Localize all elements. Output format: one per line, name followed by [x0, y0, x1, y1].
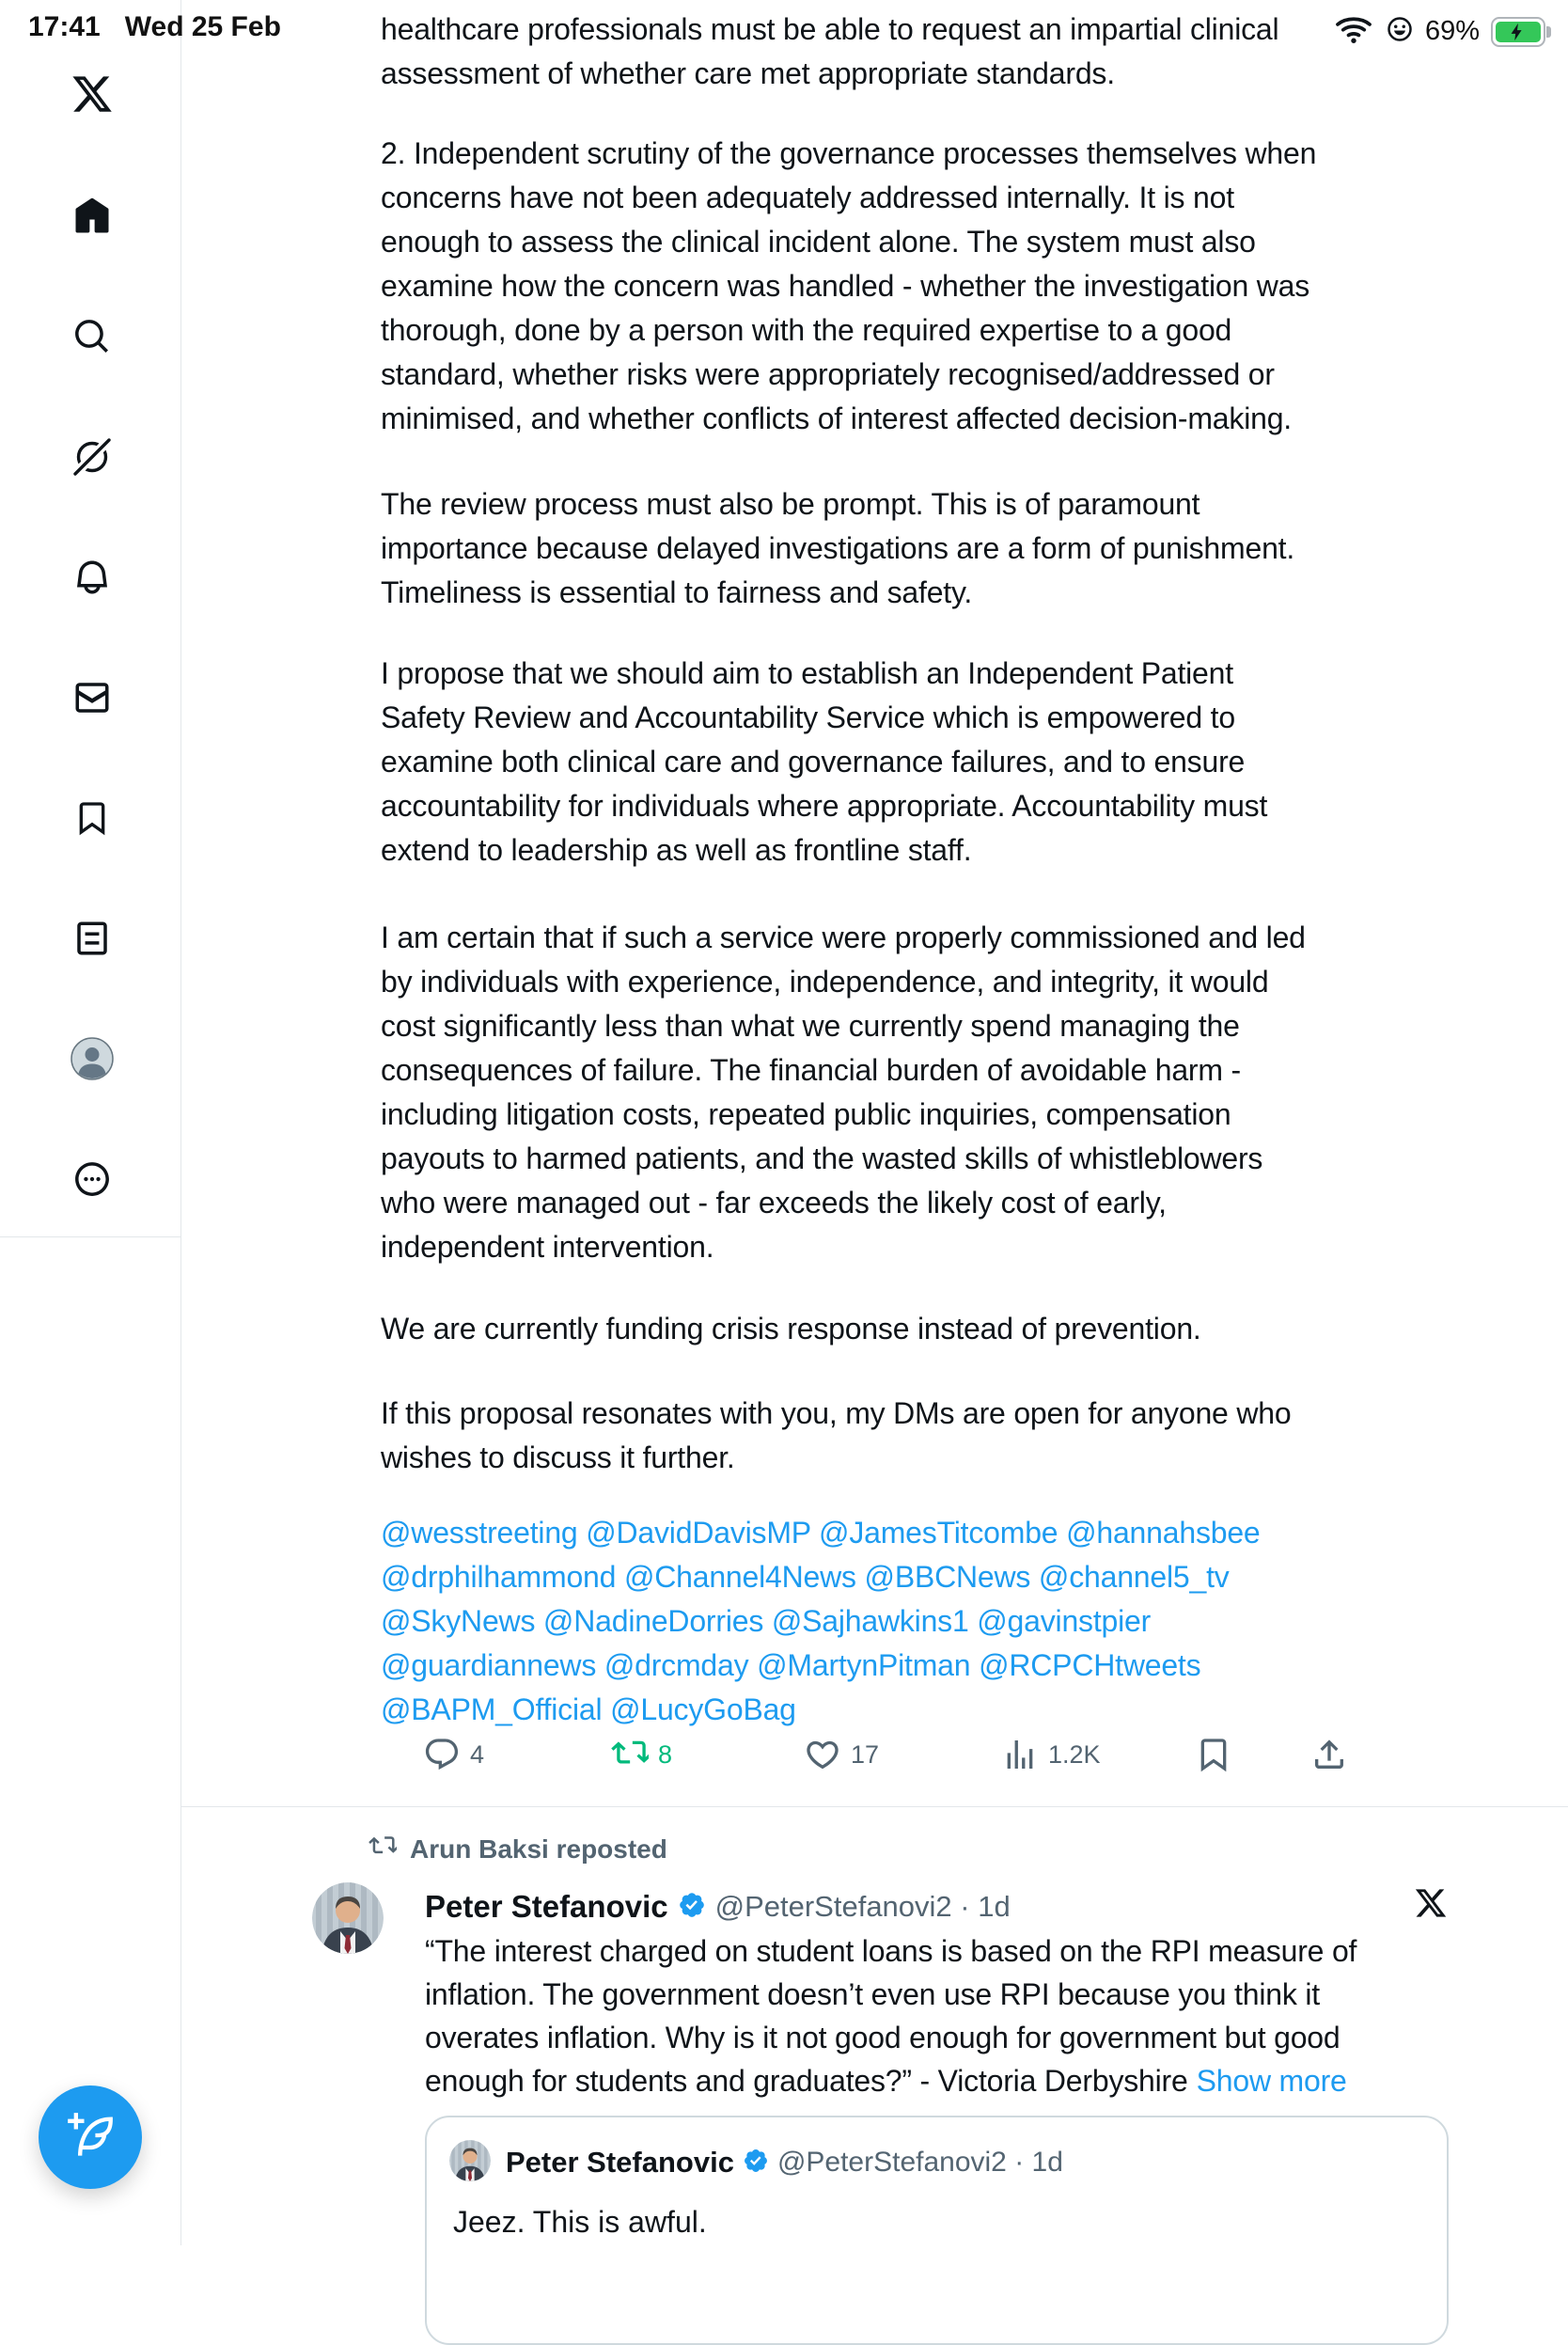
status-date: Wed 25 Feb	[124, 11, 281, 42]
status-time: 17:41	[28, 11, 101, 42]
views-count: 1.2K	[1048, 1739, 1101, 1769]
tweet-paragraph: healthcare professionals must be able to request an impartial clinical assessment of whether care met appropriate standards.	[381, 12, 1279, 90]
reply-icon	[423, 1736, 461, 1773]
bookmarks-icon[interactable]	[71, 796, 114, 840]
x-logo-icon[interactable]	[71, 72, 114, 116]
quoted-tweet-text: Jeez. This is awful.	[453, 2205, 707, 2239]
profile-avatar-icon[interactable]	[71, 1037, 114, 1080]
bookmark-button[interactable]	[1195, 1736, 1232, 1773]
tweet-paragraph: We are currently funding crisis response instead of prevention.	[381, 1312, 1201, 1346]
tweet-paragraph: The review process must also be prompt. This is of paramount importance because delayed investigations are a form of punishment. Timeliness is essential to fairness and safety.	[381, 487, 1295, 609]
tweet-paragraph: 2. Independent scrutiny of the governance processes themselves when concerns have not been adequately addressed internally. It is not enough to assess the clinical incident alone. The system must also examine how the concern was handled - whether the investigation was thorough, done by a person with the required expertise to a good standard, whether risks were appropriately recognised/addressed or minimised, and whether conflicts of interest affected decision-making.	[381, 136, 1317, 435]
home-icon[interactable]	[71, 195, 114, 238]
repost-arrows-icon	[368, 1833, 397, 1867]
tweet-paragraph: If this proposal resonates with you, my DMs are open for anyone who wishes to discuss it further.	[381, 1396, 1292, 1474]
repost-icon	[611, 1736, 649, 1773]
like-button[interactable]	[804, 1736, 879, 1773]
tweet-paragraph: I am certain that if such a service were properly commissioned and led by individuals with experience, independence, and integrity, it would cost significantly less than what we currently spend managing the consequences of failure. The financial burden of avoidable harm - including litigation costs, repeated public inquiries, compensation payouts to harmed patients, and the wasted skills of whistleblowers who were managed out - far exceeds the likely cost of early, independent intervention.	[381, 921, 1306, 1264]
author-handle[interactable]: @PeterStefanovi2 · 1d	[714, 1890, 1011, 1923]
verified-badge-icon	[678, 1891, 706, 1924]
tweet-mentions[interactable]: @wesstreeting @DavidDavisMP @JamesTitcombe @hannahsbee @drphilhammond @Channel4News @BBCNews @channel5_tv @SkyNews @NadineDorries @Sajhawkins1 @gavinstpier @guardiannews @drcmday @MartynPitman @RCPCHtweets @BAPM_Official @LucyGoBag	[381, 1516, 1261, 1726]
reposted-by-row[interactable]	[368, 1834, 667, 1865]
share-icon	[1310, 1736, 1348, 1773]
quoted-author-handle[interactable]: @PeterStefanovi2 · 1d	[776, 2147, 1063, 2178]
quoted-tweet[interactable]	[425, 2116, 1449, 2345]
search-icon[interactable]	[71, 315, 114, 358]
author-name[interactable]: Peter Stefanovic	[425, 1889, 668, 1924]
share-button[interactable]	[1310, 1736, 1348, 1773]
tweet-author-row[interactable]	[425, 1887, 1011, 1927]
battery-charging-icon	[1491, 17, 1545, 47]
avatar[interactable]	[312, 1882, 384, 1954]
battery-percent: 69%	[1424, 16, 1480, 46]
messages-envelope-icon[interactable]	[71, 676, 114, 719]
tweet-text	[381, 8, 1471, 1732]
show-more-link[interactable]: Show more	[1196, 2064, 1347, 2098]
quoted-author-name[interactable]: Peter Stefanovic	[506, 2146, 734, 2179]
tweet-divider	[181, 1806, 1568, 1807]
compose-pen-icon	[66, 2111, 115, 2164]
grok-icon[interactable]	[71, 435, 114, 479]
reply-button[interactable]	[423, 1736, 484, 1773]
repost-button[interactable]	[611, 1736, 672, 1773]
reply-count: 4	[470, 1739, 485, 1769]
verified-badge-icon	[743, 2148, 769, 2179]
repost-count: 8	[658, 1739, 673, 1769]
more-icon[interactable]	[71, 1157, 114, 1201]
tweet-paragraph: I propose that we should aim to establish an Independent Patient Safety Review and Accountability Service which is empowered to examine both clinical care and governance failures, and to ensure accountability for individuals where appropriate. Accountability must extend to leadership as well as frontline staff.	[381, 656, 1268, 867]
engagement-row	[381, 1736, 1471, 1786]
bookmark-icon	[1195, 1736, 1232, 1773]
avatar[interactable]	[449, 2140, 491, 2181]
sidebar-bottom-divider	[0, 1236, 180, 1237]
like-count: 17	[851, 1739, 880, 1769]
compose-button[interactable]	[39, 2085, 142, 2189]
x-watermark-icon[interactable]	[1414, 1886, 1448, 1925]
notifications-bell-icon[interactable]	[71, 556, 114, 599]
quoted-author-row[interactable]	[506, 2146, 1063, 2180]
status-bar-left	[28, 11, 281, 43]
repost-tweet-text: “The interest charged on student loans is based on the RPI measure of inflation. The government doesn’t even use RPI because you think it overates inflation. Why is it not good enough for government but good enough for students and graduates?” - Victoria Derbyshire Show more	[425, 1934, 1357, 2098]
lists-icon[interactable]	[71, 917, 114, 960]
analytics-bars-icon	[1001, 1736, 1039, 1773]
heart-icon	[804, 1736, 841, 1773]
views-button[interactable]	[1001, 1736, 1101, 1773]
reposted-by-label: Arun Baksi reposted	[410, 1834, 667, 1864]
content-left-divider	[180, 0, 181, 2245]
